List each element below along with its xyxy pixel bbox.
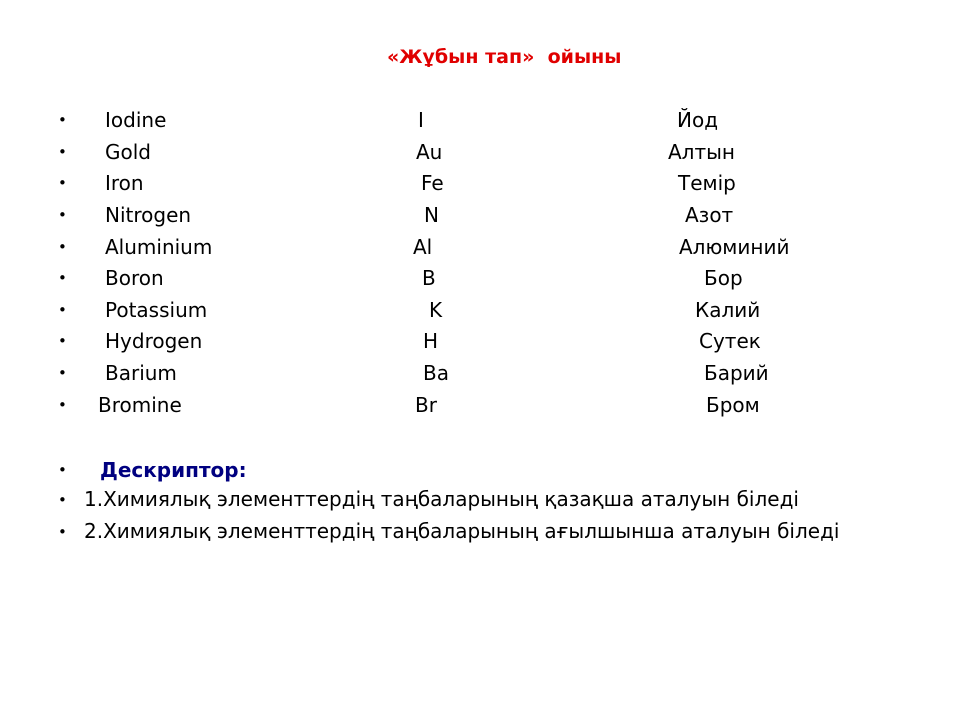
element-english-name: Iron	[105, 171, 144, 195]
bullet: •	[58, 523, 67, 541]
element-kazakh-name: Йод	[677, 108, 719, 132]
bullet: •	[58, 206, 67, 224]
element-symbol: H	[423, 329, 439, 353]
element-kazakh-name: Бром	[706, 393, 760, 417]
element-kazakh-name: Темір	[678, 171, 736, 195]
element-kazakh-name: Алюминий	[679, 235, 790, 259]
element-english-name: Gold	[105, 140, 151, 164]
bullet: •	[58, 111, 67, 129]
element-english-name: Iodine	[105, 108, 167, 132]
element-english-name: Potassium	[105, 298, 208, 322]
bullet: •	[58, 461, 67, 479]
bullet: •	[58, 174, 67, 192]
bullet: •	[58, 491, 67, 509]
descriptor-item-1: 1.Химиялық элементтердің таңбаларының қазақша аталуын біледі	[84, 487, 799, 511]
bullet: •	[58, 238, 67, 256]
element-symbol: Au	[416, 140, 443, 164]
element-symbol: I	[418, 108, 424, 132]
element-kazakh-name: Барий	[704, 361, 769, 385]
bullet: •	[58, 301, 67, 319]
bullet: •	[58, 269, 67, 287]
element-kazakh-name: Калий	[695, 298, 761, 322]
element-english-name: Aluminium	[105, 235, 213, 259]
element-symbol: Ba	[423, 361, 449, 385]
bullet: •	[58, 364, 67, 382]
element-symbol: Fe	[421, 171, 444, 195]
element-symbol: N	[424, 203, 439, 227]
bullet: •	[58, 143, 67, 161]
element-kazakh-name: Азот	[685, 203, 734, 227]
descriptor-item-2: 2.Химиялық элементтердің таңбаларының ағылшынша аталуын біледі	[84, 519, 840, 543]
descriptor-title: Дескриптор:	[100, 458, 247, 482]
element-kazakh-name: Алтын	[668, 140, 735, 164]
element-english-name: Boron	[105, 266, 164, 290]
element-english-name: Bromine	[98, 393, 182, 417]
element-english-name: Barium	[105, 361, 177, 385]
element-symbol: Br	[415, 393, 437, 417]
slide-title: «Жұбын тап» ойыны	[387, 46, 622, 68]
bullet: •	[58, 332, 67, 350]
element-english-name: Hydrogen	[105, 329, 203, 353]
element-symbol: B	[422, 266, 436, 290]
element-symbol: Al	[413, 235, 433, 259]
element-english-name: Nitrogen	[105, 203, 192, 227]
element-kazakh-name: Бор	[704, 266, 743, 290]
element-symbol: K	[429, 298, 443, 322]
bullet: •	[58, 396, 67, 414]
element-kazakh-name: Сутек	[699, 329, 761, 353]
